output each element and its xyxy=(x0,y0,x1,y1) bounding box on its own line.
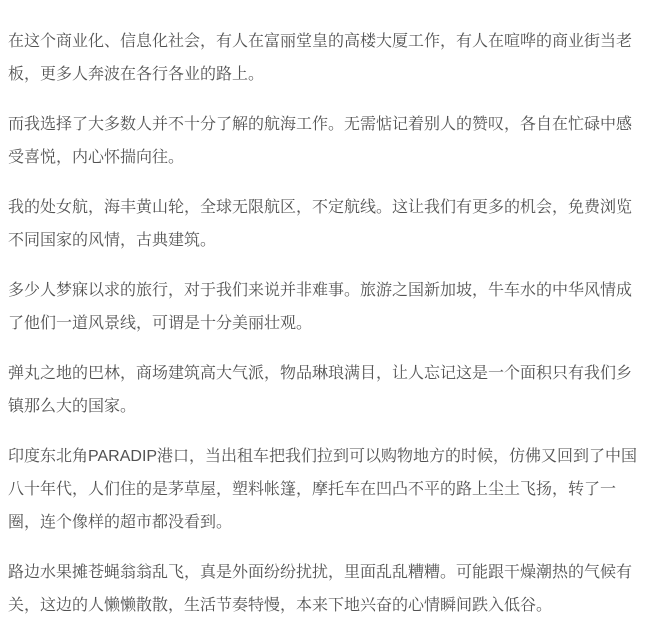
paragraph: 印度东北角PARADIP港口，当出租车把我们拉到可以购物地方的时候，仿佛又回到了中国八十年代，人们住的是茅草屋，塑料帐篷，摩托车在凹凸不平的路上尘土飞扬，转了一圈，连个像样的超市都没看到。 xyxy=(8,448,638,531)
paragraph: 多少人梦寐以求的旅行，对于我们来说并非难事。旅游之国新加坡，牛车水的中华风情成了他们一道风景线，可谓是十分美丽壮观。 xyxy=(8,282,633,332)
paragraph: 而我选择了大多数人并不十分了解的航海工作。无需惦记着别人的赞叹，各自在忙碌中感受喜悦，内心怀揣向往。 xyxy=(8,116,633,166)
paragraph: 在这个商业化、信息化社会，有人在富丽堂皇的高楼大厦工作，有人在喧哗的商业街当老板，更多人奔波在各行各业的路上。 xyxy=(8,33,633,83)
paragraph: 路边水果摊苍蝇翁翁乱飞，真是外面纷纷扰扰，里面乱乱糟糟。可能跟干燥潮热的气候有关，这边的人懒懒散散，生活节奏特慢，本来下地兴奋的心情瞬间跌入低谷。 xyxy=(8,564,633,614)
paragraph: 我的处女航，海丰黄山轮，全球无限航区，不定航线。这让我们有更多的机会，免费浏览不同国家的风情，古典建筑。 xyxy=(8,199,633,249)
paragraph: 弹丸之地的巴林，商场建筑高大气派，物品琳琅满目，让人忘记这是一个面积只有我们乡镇那么大的国家。 xyxy=(8,365,633,415)
